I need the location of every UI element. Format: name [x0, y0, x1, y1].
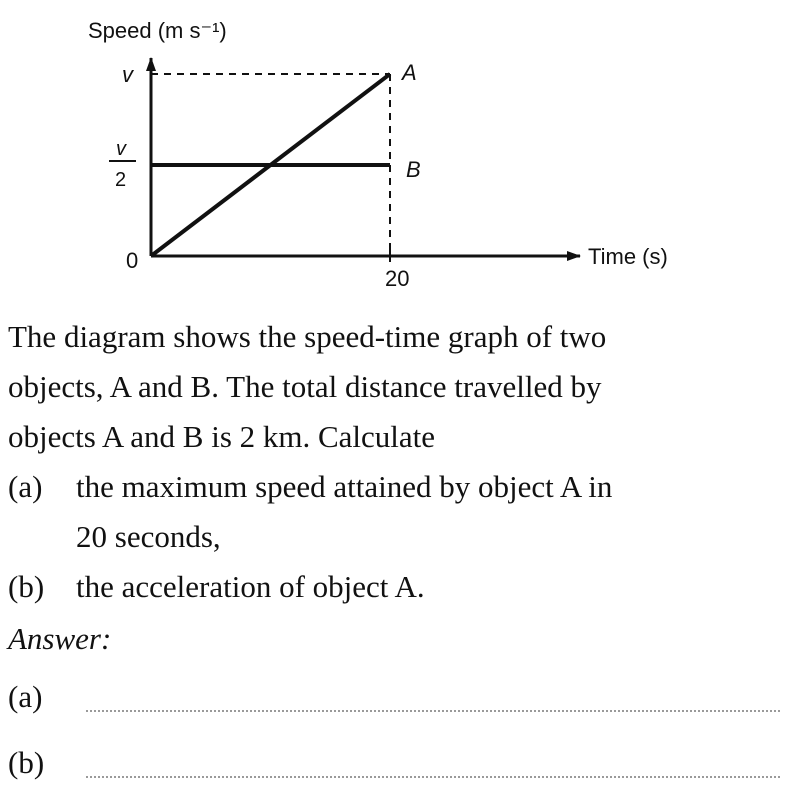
answer-a-line[interactable]	[86, 710, 780, 712]
y-tick-v-half	[109, 138, 136, 191]
y-axis-label: Speed (m s⁻¹)	[88, 18, 227, 43]
y-tick-mid-denominator: 2	[115, 169, 127, 191]
answer-row-a	[8, 664, 798, 730]
question-block	[8, 312, 798, 796]
intro-line-2: objects, A and B. The total distance travelled by	[8, 369, 602, 404]
y-tick-mid-numerator: v	[116, 138, 126, 160]
intro-line-1: The diagram shows the speed-time graph of two	[8, 319, 607, 354]
part-a-line-2: 20 seconds,	[76, 519, 221, 554]
part-a-line-1: the maximum speed attained by object A in	[76, 469, 613, 504]
speed-time-graph	[0, 0, 804, 300]
series-label-b: B	[406, 157, 421, 182]
part-b	[8, 562, 798, 612]
y-tick-v: v	[122, 62, 133, 87]
x-tick-label-20: 20	[385, 266, 410, 291]
answer-heading: Answer:	[8, 621, 112, 656]
answer-b-line[interactable]	[86, 776, 780, 778]
answer-row-b	[8, 730, 798, 796]
x-axis-label: Time (s)	[588, 244, 668, 269]
part-b-label: (b)	[8, 569, 45, 604]
series-label-a: A	[402, 60, 417, 85]
answer-b-label: (b)	[8, 745, 45, 780]
origin-label: 0	[126, 248, 139, 273]
part-a	[8, 462, 798, 512]
answer-a-label: (a)	[8, 679, 43, 714]
part-b-text: the acceleration of object A.	[76, 569, 425, 604]
intro-line-3: objects A and B is 2 km. Calculate	[8, 419, 436, 454]
part-a-label: (a)	[8, 469, 43, 504]
